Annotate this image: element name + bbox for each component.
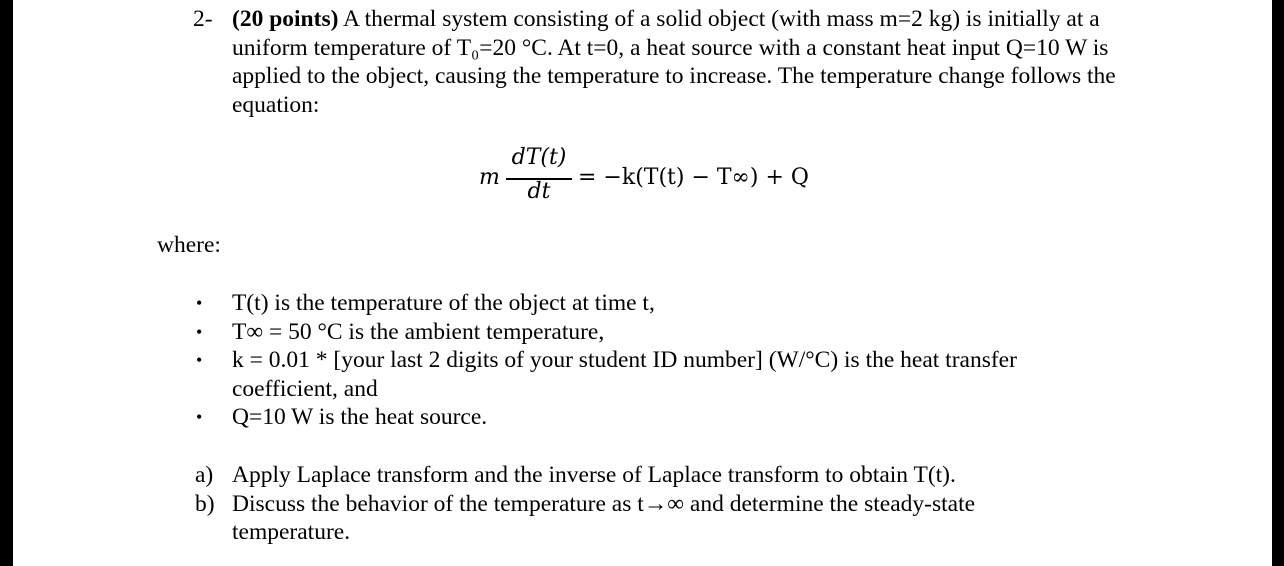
definition-item (195, 403, 1095, 432)
equation-numerator: dT(t) (511, 145, 567, 170)
bullet-icon: • (196, 407, 203, 427)
bullet-icon: • (196, 321, 203, 342)
problem-statement-text: A thermal system consisting of a solid object (with mass m=2 kg) is initially at a uniform temperature of T₀=20 °C. At t=0, a heat source with a constant heat input Q=10 W is applied to the object, causing the temperature to increase. The temperature change follows the equation: (232, 6, 1116, 118)
definition-text: T(t) is the temperature of the object at time t, (232, 290, 655, 316)
question-marker: b) (195, 490, 215, 517)
questions-list (195, 461, 1095, 547)
right-frame-border (1272, 0, 1284, 566)
bullet-icon: • (196, 293, 203, 313)
definition-item (195, 346, 1095, 403)
definition-item (195, 289, 1095, 318)
where-label: where: (157, 232, 221, 258)
equation-denominator: dt (527, 179, 551, 204)
problem-number: 2- (193, 6, 213, 32)
equation-mass-coefficient: m (479, 165, 500, 190)
problem-text (232, 5, 1132, 119)
question-marker: a) (195, 462, 214, 488)
equation-right-hand-side: = −k(T(t) − T∞) + Q (578, 165, 809, 190)
definition-item (195, 318, 1095, 347)
definition-text: T∞ = 50 °C is the ambient temperature, (232, 318, 605, 345)
question-text: Discuss the behavior of the temperature as t→∞ and determine the steady-state temperature. (232, 490, 976, 545)
question-text: Apply Laplace transform and the inverse of Laplace transform to obtain T(t). (232, 462, 956, 488)
bullet-icon: • (196, 350, 203, 370)
question-item (195, 490, 1095, 547)
problem-points: (20 points) (232, 6, 339, 32)
definitions-list (195, 289, 1095, 432)
definition-text: k = 0.01 * [your last 2 digits of your student ID number] (W/°C) is the heat transfer coefficient, and (232, 347, 1017, 402)
question-item (195, 461, 1095, 490)
left-frame-border (0, 0, 13, 566)
definition-text: Q=10 W is the heat source. (232, 404, 488, 430)
